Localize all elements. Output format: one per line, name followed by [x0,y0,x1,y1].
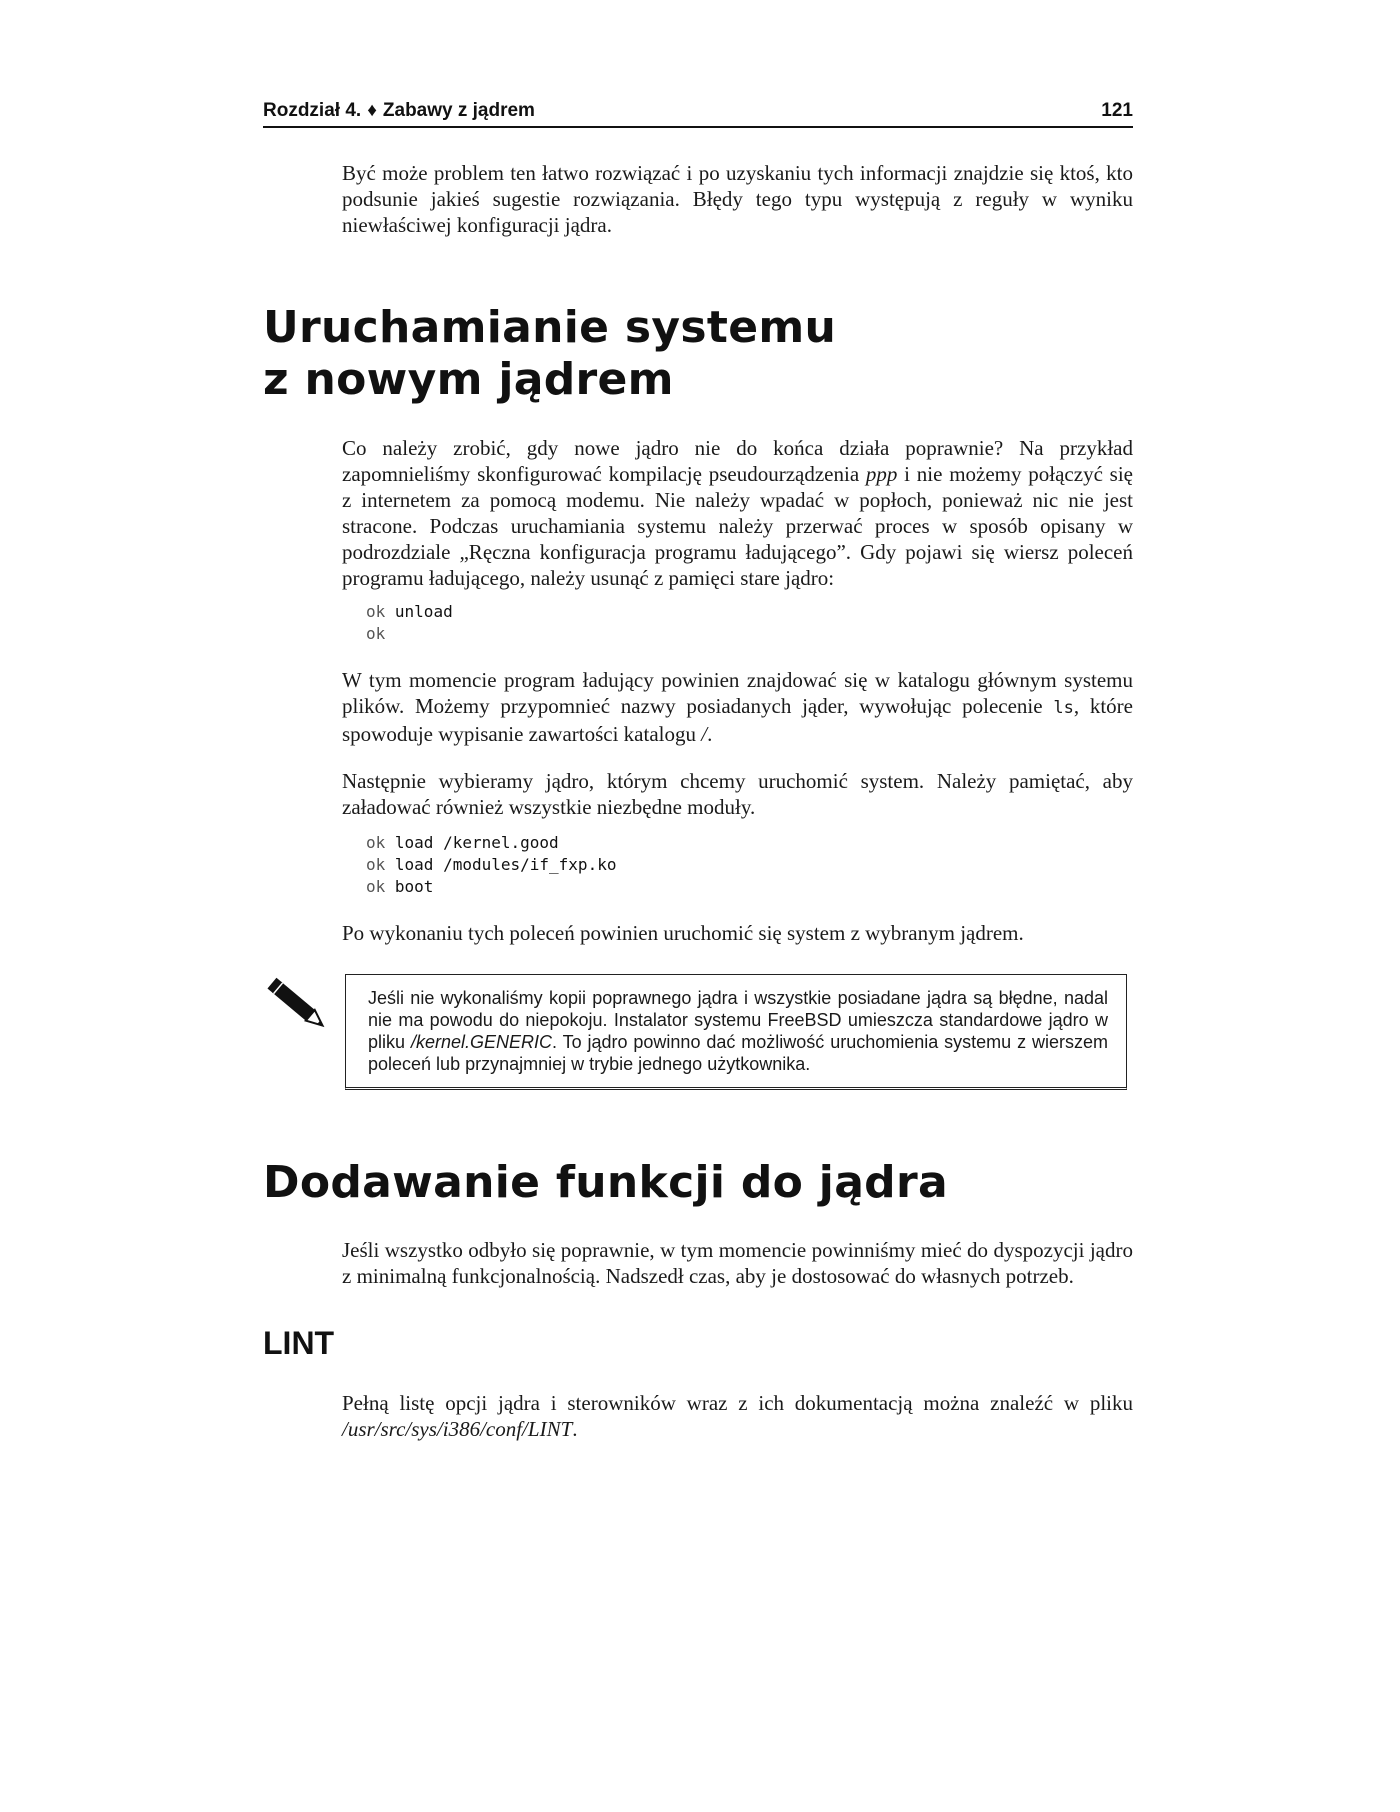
diamond-bullet-icon: ♦ [367,100,377,121]
section1-p4-block [342,920,1133,946]
section1-paragraph-3: Następnie wybieramy jądro, którym chcemy uruchomić system. Należy pamiętać, aby załadować również wszystkie niezbędne moduły. [342,769,1133,819]
intro-block [342,160,1133,238]
pencil-icon [262,970,334,1040]
code-line [366,854,616,876]
section2-p1-block [342,1237,1133,1289]
code-command: unload [394,602,453,621]
italic-path: /kernel.GENERIC [410,1032,552,1052]
section-heading-line2: z nowym jądrem [263,354,674,405]
section1-paragraph-1 [342,435,1133,591]
italic-path: /usr/src/sys/i386/conf/LINT [342,1417,573,1441]
text-run: . To jądro powinno dać możliwość uruchomienia systemu z wierszem poleceń lub przynajmniej w trybie jednego użytkownika. [368,1032,1108,1074]
text-run: , które spowoduje wypisanie zawartości katalogu [342,694,1133,746]
section1-p1-block [342,435,1133,591]
code-prompt: ok [366,833,386,852]
text-run: . [572,1417,578,1441]
page-number: 121 [1101,100,1133,121]
code-block-load [366,832,616,898]
code-prompt: ok [366,624,386,643]
section2-paragraph-1: Jeśli wszystko odbyło się poprawnie, w tym momencie powinniśmy mieć do dyspozycji jądro z minimalną funkcjonalnością. Nadszedł czas, aby je dostosować do własnych potrzeb. [342,1238,1133,1288]
text-run: i nie możemy połączyć się z internetem za pomocą modemu. Nie należy wpadać w popłoch, ponieważ nic nie jest stracone. Podczas uruchamiania systemu należy przerwać proces w sposób opisany w podrozdziale „Ręczna konfiguracja programu ładującego”. Gdy pojawi się wiersz poleceń programu ładującego, należy usunąć z pamięci stare jądro: [342,462,1133,590]
intro-paragraph: Być może problem ten łatwo rozwiązać i po uzyskaniu tych informacji znajdzie się ktoś, kto podsunie jakieś sugestie rozwiązania. Błędy tego typu występują z reguły w wyniku niewłaściwej konfiguracji jądra. [342,161,1133,237]
subsection-heading-lint: LINT [263,1325,335,1361]
text-run: W tym momencie program ładujący powinien znajdować się w katalogu głównym systemu plików. Możemy przypomnieć nazwy posiadanych jąder, wywołując polecenie [342,668,1133,718]
text-run: Co należy zrobić, gdy nowe jądro nie do końca działa poprawnie? Na przykład zapomnieliśmy skonfigurować kompilację pseudourządzenia [342,436,1133,486]
section-heading-dodawanie: Dodawanie funkcji do jądra [263,1157,948,1208]
code-line [366,832,616,854]
section1-paragraph-4: Po wykonaniu tych poleceń powinien uruchomić się system z wybranym jądrem. [342,921,1024,945]
text-run: Pełną listę opcji jądra i sterowników wraz z ich dokumentacją można znaleźć w pliku [342,1391,1133,1415]
code-command: boot [394,877,434,896]
code-command: load /kernel.good [394,833,559,852]
chapter-label [263,100,535,122]
italic-term: ppp [865,462,898,486]
section1-p3-block [342,768,1133,820]
chapter-title: Zabawy z jądrem [382,100,535,121]
running-head [263,100,1133,128]
code-line [366,876,616,898]
italic-path: / [701,722,708,746]
code-block-unload [366,601,453,645]
note-box [345,974,1127,1090]
text-run: . [707,722,713,746]
code-line [366,601,453,623]
section1-p2-block [342,667,1133,747]
code-command: load /modules/if_fxp.ko [394,855,617,874]
subsection-p1-block [342,1390,1133,1442]
chapter-number: Rozdział 4. [263,100,362,121]
section1-paragraph-2 [342,667,1133,747]
code-prompt: ok [366,602,386,621]
text-run: Jeśli nie wykonaliśmy kopii poprawnego jądra i wszystkie posiadane jądra są błędne, nadal nie ma powodu do niepokoju. Instalator systemu FreeBSD umieszcza standardowe jądro w pliku [368,988,1108,1052]
note-text [368,987,1108,1075]
subsection-paragraph-1 [342,1390,1133,1442]
inline-command: ls [1053,698,1074,718]
code-prompt: ok [366,855,386,874]
code-prompt: ok [366,877,386,896]
section-heading-line1: Uruchamianie systemu [263,302,837,353]
section-heading-uruchamianie [263,302,836,406]
code-line [366,623,453,645]
